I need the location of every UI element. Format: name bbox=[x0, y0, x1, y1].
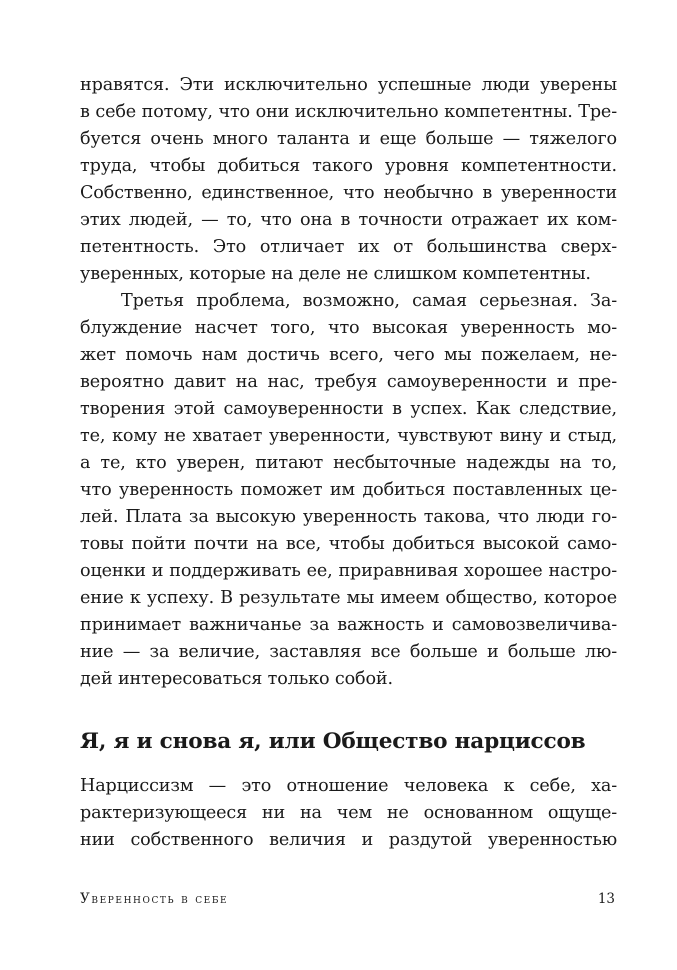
text-line: в себе потому, что они исключительно компетентны. Тре- bbox=[80, 102, 617, 122]
text-line: труда, чтобы добиться такого уровня компетентности. bbox=[80, 156, 617, 176]
page-number: 13 bbox=[597, 891, 615, 907]
text-line: ение к успеху. В результате мы имеем общество, которое bbox=[80, 588, 617, 608]
text-line: буется очень много таланта и еще больше — тяжелого bbox=[80, 129, 617, 149]
text-line: этих людей, — то, что она в точности отражает их ком- bbox=[80, 210, 617, 230]
text-line: Нарциссизм — это отношение человека к себе, ха- bbox=[80, 776, 617, 796]
text-line: вероятно давит на нас, требуя самоуверенности и пре- bbox=[80, 372, 617, 392]
text-line: те, кому не хватает уверенности, чувствуют вину и стыд, bbox=[80, 426, 617, 446]
text-line: а те, кто уверен, питают несбыточные надежды на то, bbox=[80, 453, 617, 473]
section-heading: Я, я и снова я, или Общество нарциссов bbox=[80, 729, 586, 754]
text-line: блуждение насчет того, что высокая уверенность мо- bbox=[80, 318, 617, 338]
text-line: что уверенность поможет им добиться поставленных це- bbox=[80, 480, 617, 500]
text-line: лей. Плата за высокую уверенность такова, что люди го- bbox=[80, 507, 617, 527]
text-line: товы пойти почти на все, чтобы добиться высокой само- bbox=[80, 534, 617, 554]
text-line: творения этой самоуверенности в успех. Как следствие, bbox=[80, 399, 617, 419]
text-line: рактеризующееся ни на чем не основанном ощуще- bbox=[80, 803, 617, 823]
text-line: дей интересоваться только собой. bbox=[80, 669, 393, 689]
text-line: петентность. Это отличает их от большинства сверх- bbox=[80, 237, 617, 257]
text-line: принимает важничанье за важность и самовозвеличива- bbox=[80, 615, 617, 635]
text-line: оценки и поддерживать ее, приравнивая хорошее настро- bbox=[80, 561, 617, 581]
text-line: нии собственного величия и раздутой уверенностью bbox=[80, 830, 617, 850]
running-footer-title: Уверенность в себе bbox=[80, 891, 229, 907]
text-line: жет помочь нам достичь всего, чего мы пожелаем, не- bbox=[80, 345, 617, 365]
text-line: Собственно, единственное, что необычно в уверенности bbox=[80, 183, 617, 203]
text-line: Третья проблема, возможно, самая серьезная. За- bbox=[121, 291, 617, 311]
text-line: нравятся. Эти исключительно успешные люди уверены bbox=[80, 75, 617, 95]
text-line: уверенных, которые на деле не слишком компетентны. bbox=[80, 264, 591, 284]
text-line: ние — за величие, заставляя все больше и больше лю- bbox=[80, 642, 617, 662]
